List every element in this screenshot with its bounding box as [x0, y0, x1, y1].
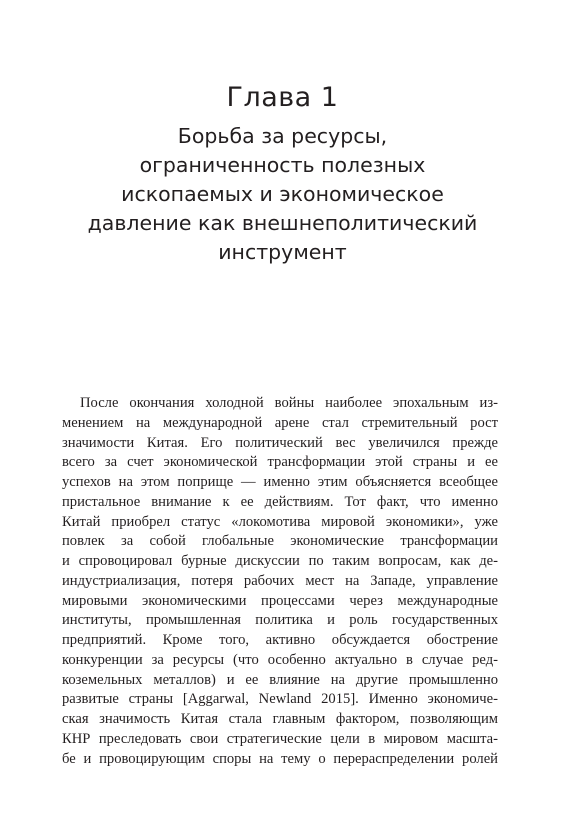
text-line: повлек за собой глобальные экономические трансформации	[62, 533, 498, 550]
text-line: индустриализация, потеря рабочих мест на Западе, управление	[62, 572, 498, 589]
text-line: развитые страны [Aggarwal, Newland 2015]. Именно экономиче-	[62, 691, 498, 708]
chapter-title-line: ограниченность полезных	[139, 153, 426, 177]
text-line: После окончания холодной войны наиболее эпохальным из-	[80, 395, 498, 411]
text-line: всего за счет экономической трансформации этой страны и ее	[62, 454, 498, 471]
text-line: бе и провоцирующим споры на тему о перераспределении ролей	[62, 750, 498, 767]
chapter-title-line: ископаемых и экономическое	[121, 182, 444, 206]
text-line: ская значимость Китая стала главным фактором, позволяющим	[62, 711, 498, 727]
text-line: конкуренции за ресурсы (что особенно актуально в случае ред-	[62, 651, 498, 668]
text-line: и спровоцировал бурные дискуссии по таким вопросам, как де-	[62, 553, 498, 569]
text-line: значимости Китая. Его политический вес увеличился прежде	[62, 434, 498, 451]
text-line: менением на международной арене стал стремительный рост	[62, 414, 498, 431]
text-line: Китай приобрел статус «локомотива мировой экономики», уже	[62, 513, 498, 530]
text-line: пристальное внимание к ее действиям. Тот факт, что именно	[62, 493, 498, 510]
text-line: успехов на этом поприще — именно этим объясняется всеобщее	[62, 474, 498, 490]
text-line: институты, промышленная политика и роль государственных	[62, 612, 498, 629]
text-line: предприятий. Кроме того, активно обсуждается обострение	[62, 632, 498, 648]
text-line: КНР преследовать свои стратегические цели в мировом масшта-	[62, 730, 498, 747]
body-paragraph	[62, 394, 498, 769]
chapter-number: Глава 1	[226, 82, 339, 113]
chapter-title-line: давление как внешнеполитический	[87, 211, 478, 235]
text-line: мировыми экономическими процессами через международные	[62, 592, 498, 609]
text-line: коземельных металлов) и ее влияние на другие промышленно	[62, 671, 498, 688]
chapter-title-line: Борьба за ресурсы,	[177, 124, 388, 148]
chapter-title-line: инструмент	[218, 240, 347, 264]
chapter-title	[40, 122, 525, 267]
